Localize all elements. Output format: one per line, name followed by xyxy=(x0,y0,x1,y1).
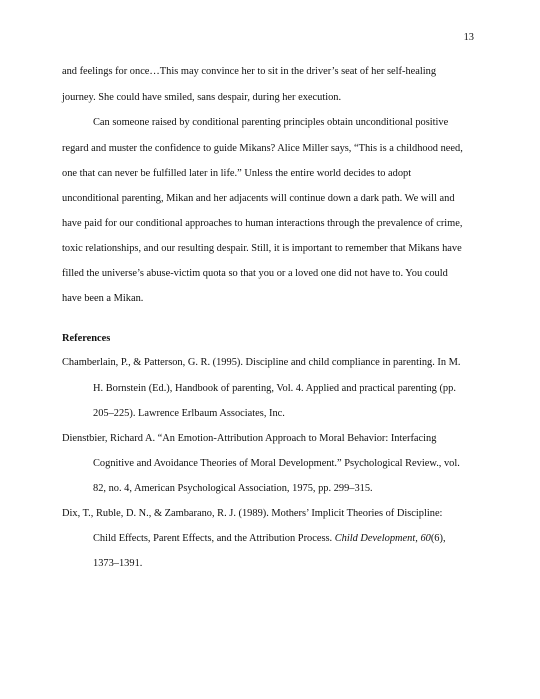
journal-volume: 60 xyxy=(420,533,431,544)
journal-issue: (6), xyxy=(430,533,446,544)
body-line: Can someone raised by conditional parenting principles obtain unconditional positive xyxy=(93,117,449,128)
reference-line: Dienstbier, Richard A. “An Emotion-Attribution Approach to Moral Behavior: Interfacing xyxy=(62,433,437,444)
reference-line: Chamberlain, P., & Patterson, G. R. (1995). Discipline and child compliance in parenting. In M. xyxy=(62,357,461,368)
reference-line: H. Bornstein (Ed.), Handbook of parenting, Vol. 4. Applied and practical parenting (pp. xyxy=(93,383,456,394)
page-number: 13 xyxy=(463,32,474,43)
reference-line: 205–225). Lawrence Erlbaum Associates, Inc. xyxy=(93,408,285,419)
body-line: toxic relationships, and our resulting despair. Still, it is important to remember that Mikans have xyxy=(62,243,462,254)
body-line: have paid for our conditional approaches to human interactions through the prevalence of crime, xyxy=(62,218,463,229)
reference-line: 1373–1391. xyxy=(93,558,143,569)
body-line: filled the universe’s abuse-victim quota so that you or a loved one did not have to. You could xyxy=(62,268,448,279)
references-heading: References xyxy=(62,333,111,344)
journal-title: Child Development xyxy=(334,533,416,544)
reference-text: Child Effects, Parent Effects, and the Attribution Process. xyxy=(93,533,335,544)
reference-line: 82, no. 4, American Psychological Association, 1975, pp. 299–315. xyxy=(93,483,373,494)
body-line: regard and muster the confidence to guide Mikans? Alice Miller says, “This is a childhood need, xyxy=(62,143,463,154)
body-line: and feelings for once…This may convince her to sit in the driver’s seat of her self-healing xyxy=(62,66,437,77)
reference-text: , xyxy=(415,533,421,544)
body-line: unconditional parenting, Mikan and her adjacents will continue down a dark path. We will and xyxy=(62,193,455,204)
reference-line: Dix, T., Ruble, D. N., & Zambarano, R. J. (1989). Mothers’ Implicit Theories of Discipline: xyxy=(62,508,443,519)
reference-line xyxy=(93,533,446,544)
reference-line: Cognitive and Avoidance Theories of Moral Development.” Psychological Review., vol. xyxy=(93,458,460,469)
body-line: one that can never be fulfilled later in life.” Unless the entire world decides to adopt xyxy=(62,168,412,179)
body-line: journey. She could have smiled, sans despair, during her execution. xyxy=(62,92,342,103)
body-line: have been a Mikan. xyxy=(62,293,144,304)
